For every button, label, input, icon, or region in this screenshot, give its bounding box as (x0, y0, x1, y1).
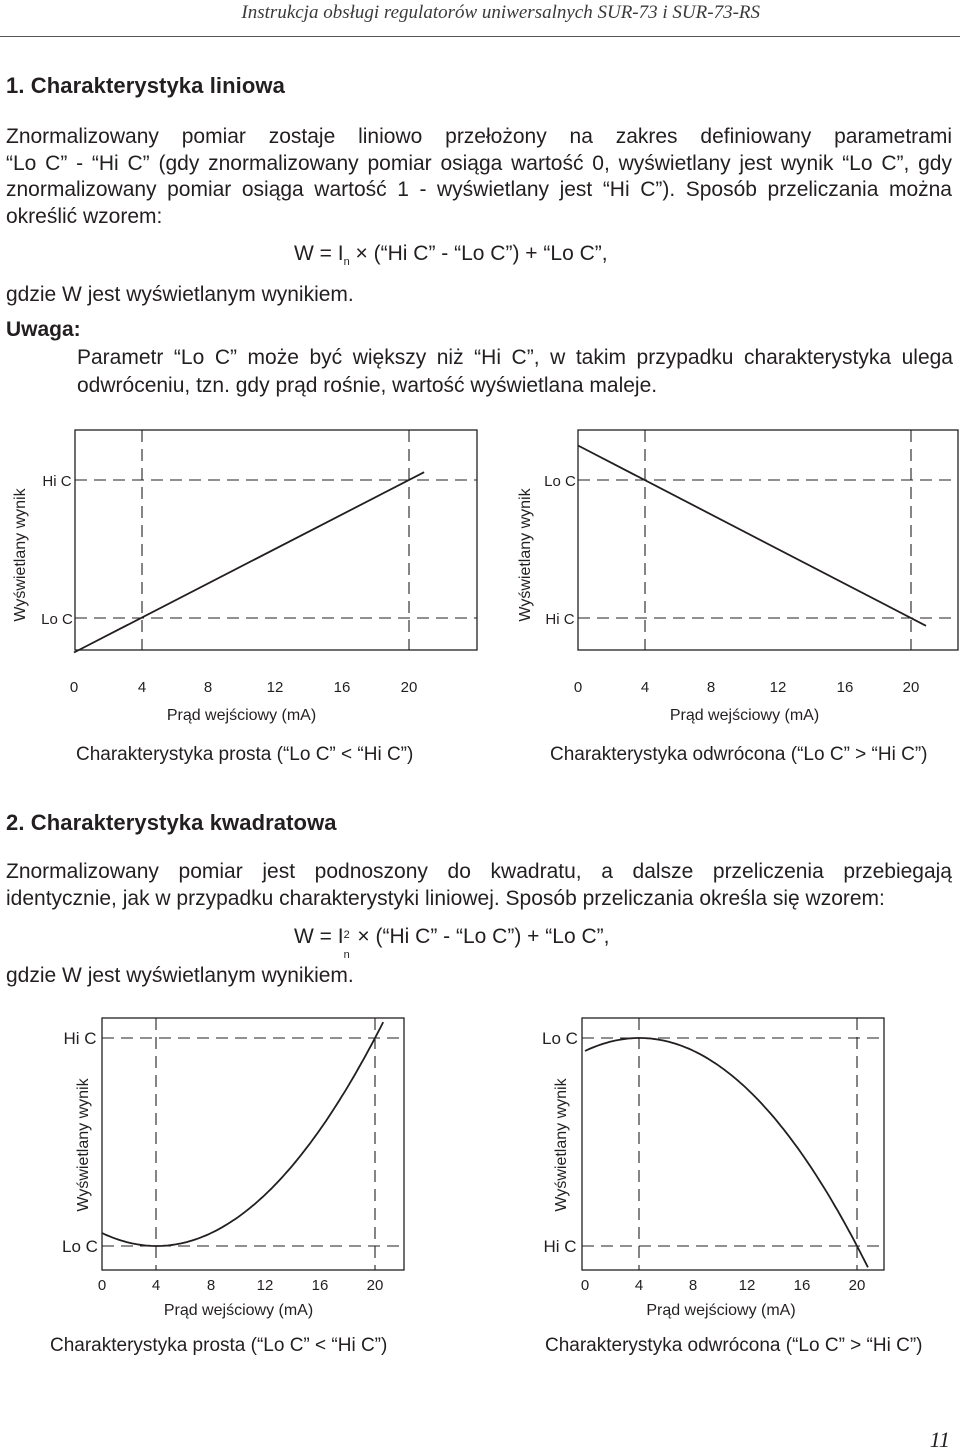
note-label: Uwaga: (6, 318, 81, 341)
x-tick-label: 16 (333, 679, 351, 696)
x-tick-label: 12 (769, 679, 787, 696)
note-body (77, 344, 953, 400)
y-tick-label: Hi C (543, 1237, 577, 1256)
y-tick-label: Lo C (62, 1237, 98, 1256)
y-axis-label: Wyświetlany wynik (12, 488, 29, 622)
paragraph-line: Znormalizowany pomiar zostaje liniowo przełożony na zakres definiowany parametrami (6, 125, 952, 148)
x-tick-label: 20 (366, 1277, 384, 1294)
x-tick-label: 20 (848, 1277, 866, 1294)
x-axis-label: Prąd wejściowy (mA) (646, 1302, 796, 1319)
header-rule (0, 36, 960, 37)
y-tick-label: Hi C (42, 473, 72, 490)
chart-frame (75, 430, 477, 650)
x-tick-label: 0 (573, 679, 583, 696)
paragraph-line: identycznie, jak w przypadku charakterystyki liniowej. Sposób przeliczania określa się wzorem: (6, 886, 885, 910)
x-tick-label: 20 (902, 679, 920, 696)
y-tick-label: Lo C (41, 611, 73, 628)
y-tick-label: Lo C (542, 1029, 578, 1048)
series-curve (102, 1022, 383, 1246)
section-1-paragraph (6, 124, 952, 230)
chart-caption: Charakterystyka prosta (“Lo C” < “Hi C”) (50, 1335, 388, 1356)
chart-caption: Charakterystyka prosta (“Lo C” < “Hi C”) (76, 744, 414, 765)
x-tick-label: 4 (151, 1277, 161, 1294)
x-tick-label: 8 (203, 679, 213, 696)
x-tick-label: 0 (97, 1277, 107, 1294)
chart-frame (578, 430, 958, 650)
running-header: Instrukcja obsługi regulatorów uniwersalnych SUR-73 i SUR-73-RS (241, 2, 760, 23)
x-tick-label: 12 (256, 1277, 274, 1294)
note-line: odwróceniu, tzn. gdy prąd rośnie, wartość wyświetlana maleje. (77, 374, 658, 397)
x-tick-label: 8 (706, 679, 716, 696)
x-tick-label: 16 (793, 1277, 811, 1294)
series-line (74, 472, 424, 652)
y-tick-label: Hi C (545, 611, 575, 628)
chart-caption: Charakterystyka odwrócona (“Lo C” > “Hi C”) (545, 1335, 923, 1356)
note-line: Parametr “Lo C” może być większy niż “Hi C”, w takim przypadku charakterystyka ulega (77, 346, 953, 369)
y-tick-label: Lo C (544, 473, 576, 490)
x-axis-label: Prąd wejściowy (mA) (669, 707, 820, 724)
x-tick-label: 12 (266, 679, 284, 696)
y-axis-label: Wyświetlany wynik (75, 1078, 92, 1212)
x-tick-label: 12 (738, 1277, 756, 1294)
paragraph-line: znormalizowany pomiar osiąga wartość 1 - wyświetlany jest “Hi C”). Sposób przeliczania można (6, 178, 952, 201)
series-curve (585, 1038, 868, 1267)
x-tick-label: 4 (640, 679, 650, 696)
paragraph-line: określić wzorem: (6, 204, 163, 228)
x-tick-label: 16 (311, 1277, 329, 1294)
y-tick-label: Hi C (63, 1029, 97, 1048)
y-axis-label: Wyświetlany wynik (517, 488, 534, 622)
x-tick-label: 20 (400, 679, 418, 696)
formula-linear: $W = I_n$ × (“Hi C” - “Lo C”) + “Lo C”, (294, 242, 608, 269)
x-tick-label: 0 (580, 1277, 590, 1294)
paragraph-line: “Lo C” - “Hi C” (gdy znormalizowany pomiar osiąga wartość 0, wyświetlany jest wynik “Lo C”, gdy (6, 151, 952, 175)
formula-explanation: gdzie W jest wyświetlanym wynikiem. (6, 964, 354, 987)
formula-quadratic: W = I 2 n × (“Hi C” - “Lo C”) + “Lo C”, (294, 925, 610, 961)
page-number: 11 (929, 1427, 950, 1452)
paragraph-line: Znormalizowany pomiar jest podnoszony do kwadratu, a dalsze przeliczenia przebiegają (6, 860, 952, 883)
x-tick-label: 8 (688, 1277, 698, 1294)
x-tick-label: 8 (206, 1277, 216, 1294)
x-tick-label: 4 (634, 1277, 644, 1294)
series-line (578, 446, 926, 626)
section-1-heading: 1. Charakterystyka liniowa (6, 73, 285, 98)
x-tick-label: 0 (69, 679, 79, 696)
section-2-heading: 2. Charakterystyka kwadratowa (6, 810, 337, 835)
chart-frame (102, 1018, 404, 1270)
x-axis-label: Prąd wejściowy (mA) (163, 1302, 314, 1319)
x-tick-label: 4 (137, 679, 147, 696)
section-2-paragraph (6, 859, 952, 912)
formula-explanation: gdzie W jest wyświetlanym wynikiem. (6, 283, 354, 306)
y-axis-label: Wyświetlany wynik (553, 1078, 570, 1212)
x-axis-label: Prąd wejściowy (mA) (166, 707, 317, 724)
chart-frame (582, 1018, 884, 1270)
chart-caption: Charakterystyka odwrócona (“Lo C” > “Hi C”) (550, 744, 928, 765)
x-tick-label: 16 (836, 679, 854, 696)
